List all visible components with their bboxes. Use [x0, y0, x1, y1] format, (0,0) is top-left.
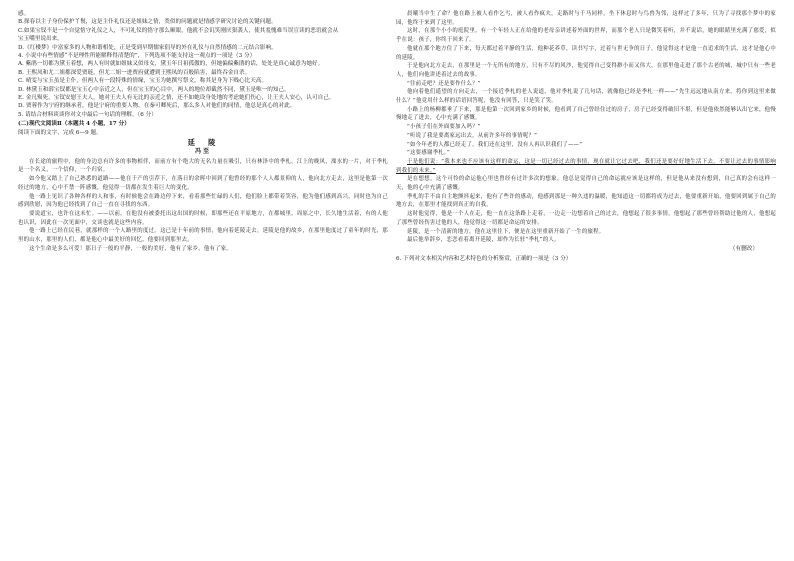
story-paragraph: 延陵，是一个清新的地方，他在这里住下，便是在这里重新开始了一生的旅程。 [407, 228, 605, 235]
story-body [18, 158, 388, 254]
story-paragraph: 是在想想，这个可怜的命运他心里也曾经有过许多次的想象，他总是觉得自己的命运就应该是这样的，但是他从来没有想到，自己真的会有这样一天，他的心中充满了感慨。 [396, 176, 776, 192]
story-ending [396, 175, 776, 245]
left-column [18, 10, 388, 553]
question-line: C.如果宝钗不是一个自觉恪守礼仪之人，不可礼仪的恪守那么顺眼，他就不会讥笑刚厌狠袭人，使其羞愧难当误宣读的恶语就会从 [18, 27, 339, 34]
story-paragraph: 如今他又踏上了自己熟悉的道路——他在于产的引荐下，在落日的余晖中回到了他曾经的那个人人都景仰的人，他向北方走去，这里是他第一次经过的地方，心中不禁一阵感慨，他觉得一切都在发生着巨大的变化。 [18, 176, 388, 191]
story-paragraph: 他一路上见识了各种各样的人和事，有时候他会在路边停下来，看着那些忙碌的人们，他们脸上都带着笑容，他为他们感到高兴，同时也为自己感到欣慰，因为他已经找到了自己一直在寻找的东西。 [18, 193, 388, 209]
story-paragraph: “往前走吧？还是要作什么？” [407, 80, 481, 87]
question-line: A. 紫鹃一切都为黛玉着想，两人有时就如姐妹又似母女，黛玉年日祖孤傲的，但她偏偏紫鹃的话，处处是真心诚意为她好。 [18, 61, 324, 68]
story-paragraph: “小孩子们在外面要加入吗？” [407, 124, 481, 131]
question-line: C. 晴雯与宝玉虽是主仆，但两人有一段特殊的情缘，宝玉为她撰写祭文，称其是身为下贱心比天高。 [18, 78, 268, 85]
story-author: 冯至 [194, 148, 211, 156]
question-line: D. 林黛玉和薛宝钗都是宝玉心中亲近之人，但在宝玉的心目中，两人的地位却截然不同，黛玉是唯一的知己。 [18, 86, 290, 93]
question-line: 4. 小说中有些情感“不是理性所能解释得清楚的”，下列选项不能支持这一观点的一项是（3 分） [18, 53, 256, 60]
story-paragraph: 在长途的旅程中，他的身边总有许多的事物相伴，而前方有个绝大的无名力量在吸引，只有林泽中的季札，江上的晚风，溧水的一片，对于季札是一个名义，一个信仰，一个归宿。 [18, 158, 388, 174]
question-6: 6. 下列对文本相关内容和艺术特色的分析鉴赏，正确的一项是（3 分） [396, 256, 572, 263]
story-paragraph: 季札的手不由自主地颤抖起来，他有了些许的感动，他感到那是一种久违的温暖，他知道这一切都将成为过去，他要重新开始，他要回到属于自己的地方去，在那里才能找到真正的自我。 [396, 193, 776, 209]
question-line: 感。 [18, 11, 30, 17]
story-paragraph: “如今年老的人都已经走了，我们还在这里，没有人再认识我们了——” [407, 141, 583, 148]
question-line: B.探春以主子身份保护丫鬟，这是主仆礼仪还是姐妹之情，类似的问题就是情感学研究讨论的关键问题。 [18, 19, 277, 26]
question-line: B. 王熙凤和尤二姐都深爱贾琏，但尤二姐一进贾府就遭到王熙凤的百般陷害，最终吞金自杀。 [18, 69, 251, 76]
question-line: D.《红楼梦》中富家多的人物和谐相处，正是受到早期儒家倡导的外在礼仪与自然情感的二元结合影响。 [18, 44, 277, 51]
story-paragraph: “这要感谢季札。” [407, 150, 450, 157]
source-note: （有删改） [729, 245, 758, 252]
story-paragraph: 于是他向北方走去，在那里是一个无所有的地方，只有不尽的风沙，他觉得自己变得渺小而又伟大，在那里他走进了那个古老的城，城中只有一些老人，他们向他讲述着过去的故事。 [396, 63, 776, 78]
story-paragraph: 小路上的杨柳都垂了下来，那是他第一次回到家乡的时候，他看到了自己曾经住过的房子，房子已经变得破旧不堪，但是他依然能够认出它来，他慢慢地走了进去，心中充满了感慨。 [396, 106, 776, 122]
section-header: (二)现代文阅读Ⅱ（本题共 4 小题，17 分） [18, 121, 130, 128]
story-paragraph: 要说道宝，也许在这未忙。——以前，在他没有被委托出这出国的时候，即那些还在平原地方，在都城里，周原之中，长久地生活着，有的人他也认识，因此在一次见面中，交谈也就是这些内容。 [18, 210, 388, 226]
underlined-passage: 于是他们说：“我本来也不应该有这样的命运，这是一切已经过去的事情，现在就让它过去吧，我们还是要好好地生活下去，不要让过去的事情影响到我们的未来。” [396, 158, 776, 174]
story-paragraph: 最后他举辞乡，恋恋看着离开延陵，却作为长驻“季札”的人。 [407, 237, 560, 244]
right-column [396, 10, 776, 553]
story-paragraph: 他就在那个地方住了下来，每天都过着平静的生活，他种花养草，读书写字，过着与世无争的日子，他觉得这才是他一直追求的生活，这才是他心中的延陵。 [396, 45, 776, 61]
story-paragraph: “听说了我是要离家远出去，从前许多年的事情呢？” [407, 132, 538, 139]
story-continuation [396, 10, 776, 158]
story-paragraph: 他一路上已经在民巷，就那样的一个人路里的度过。这已是十年前的事情，他向着延陵走去，延陵是他的故乡，在那里他度过了童年的时光，那里的山水，那里的人们，都是他心中最美好的回忆，他要回到那里去。 [18, 228, 388, 244]
story-paragraph: 晨曦当中生了命？他在路上被人看作乞丐，被人看作疯夫，走路时与千马同样，坐下休息时与鸟兽为邻，这样过了多年，只为了寻找那个梦中的家园，他终于来到了这里。 [396, 11, 776, 26]
story-paragraph: 他向着他们遥望的方向走去，一个接近季札的老人说道，他对季札说了几句话，就像他已经是季札一样——“先生远远地从南方来，将你到这里来做什么？”他竟用什么样的话语回答呢，他没有回答，只是笑了笑。 [396, 89, 776, 105]
story-paragraph: 这个生命是多么可爱！那日子一般的平静，一般的美好，他有了家乡，他有了家。 [29, 245, 233, 252]
question-options [18, 10, 388, 119]
story-title: 延 陵 [187, 138, 219, 148]
question-line: 宝玉嘴里说出来。 [18, 36, 63, 43]
question-line: D. 贾蓉作为宁府的继承者，他是宁府的重要人物，在秦可卿死后，那么多人对他们的同情，他总是真心的对此。 [18, 103, 296, 110]
section-instruction: 阅读下面的文字，完成 6—9 题。 [18, 129, 102, 136]
question-line: 5. 请结合材料谈谈你对文中最后一句话的理解。（6 分） [18, 111, 157, 118]
question-line: E. 金凡殒死，宝钗安慰王夫人，她对王夫人有无比的亲近之情，还不如她设身处地的考虑她们伤心，让王夫人安心，认可自己。 [18, 95, 335, 102]
story-paragraph: 这时，在那个小小的庭院里，有一个年轻人正在给他的老母亲讲述着外面的世界，而那个老人只是微笑着听，并不说话，她的眼睛里充满了慈爱，似乎在说：孩子，你终于回来了。 [396, 28, 776, 44]
story-paragraph: 这时他觉得，他是一个人在走，他一直在这条路上走着，一边走一边想着自己的过去，他想起了很多事情，他想起了那些曾经帮助过他的人，他想起了那些曾经伤害过他的人，他觉得这一切都是命运的安排。 [396, 211, 776, 226]
